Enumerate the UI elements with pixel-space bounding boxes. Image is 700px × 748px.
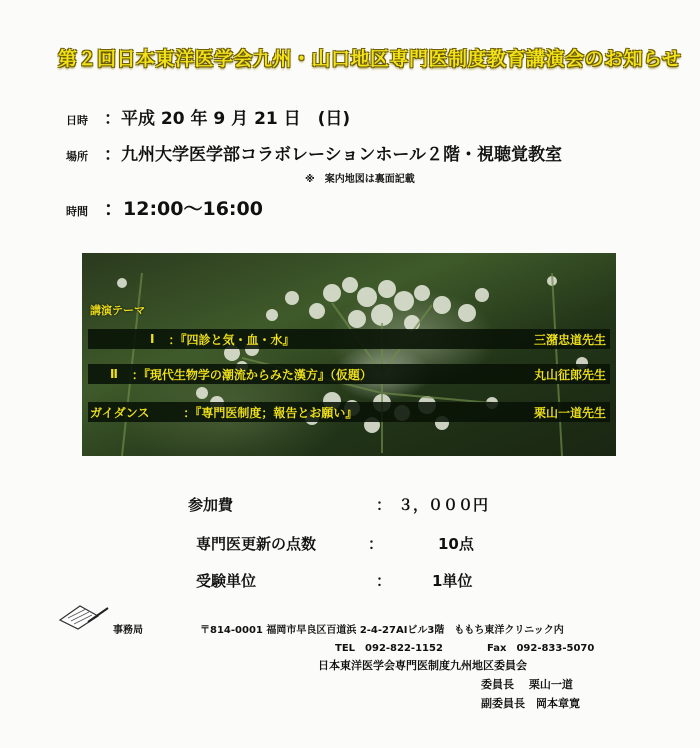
committee-vice-chair: 副委員長 岡本章寛 — [481, 697, 580, 710]
time-value: ：12:00〜16:00 — [104, 198, 263, 220]
lecture-title: ：『現代生物学の潮流からみた漢方』（仮題） — [131, 367, 372, 382]
page-title: 第２回日本東洋医学会九州・山口地区専門医制度教育講演会のお知らせ — [58, 48, 682, 70]
time-row — [66, 194, 263, 221]
fee-label: 専門医更新の点数 — [196, 535, 317, 553]
office-tel: TEL 092-822-1152 — [335, 643, 443, 654]
map-note: ※ 案内地図は裏面記載 — [305, 174, 415, 185]
fee-value: 10点 — [438, 535, 474, 553]
fee-separator: ： — [368, 535, 384, 553]
fee-label: 受験単位 — [196, 572, 257, 590]
lecture-speaker: 栗山一道先生 — [533, 406, 606, 420]
lecture-number: ガイダンス — [90, 405, 150, 420]
office-fax: Fax 092-833-5070 — [487, 643, 595, 654]
lecture-item — [88, 402, 610, 422]
venue-label: 場所 — [66, 150, 88, 163]
lecture-item — [88, 329, 610, 349]
date-label: 日時 — [66, 114, 88, 127]
committee-chair: 委員長 栗山一道 — [481, 678, 573, 691]
letter-pen-icon — [58, 600, 110, 630]
program-heading: 講演テーマ — [90, 304, 145, 317]
lecture-title: ：『専門医制度；報告とお願い』 — [183, 405, 358, 420]
venue-row — [66, 140, 562, 165]
fee-separator: ： — [376, 496, 392, 514]
date-value: ：平成 20 年 9 月 21 日 (日) — [104, 109, 351, 129]
lecture-number: Ⅱ — [110, 367, 118, 381]
lecture-title: ：『四診と気・血・水』 — [168, 332, 295, 347]
venue-value: ：九州大学医学部コラボレーションホール２階・視聴覚教室 — [104, 145, 562, 165]
date-row — [66, 104, 350, 129]
time-label: 時間 — [66, 205, 88, 218]
program-banner — [82, 253, 616, 456]
lecture-speaker: 三潴忠道先生 — [533, 333, 606, 347]
fee-separator: ： — [376, 572, 392, 590]
fee-value: ３，０００円 — [398, 496, 489, 514]
office-address: 〒814-0001 福岡市早良区百道浜 2-4-27AIビル3階 ももち東洋クリニック内 — [200, 625, 564, 636]
wildflower-image — [82, 253, 616, 456]
lecture-item — [88, 364, 610, 384]
lecture-speaker: 丸山征郎先生 — [533, 368, 606, 382]
lecture-number: Ⅰ — [150, 332, 155, 346]
committee-name: 日本東洋医学会専門医制度九州地区委員会 — [318, 659, 527, 672]
office-label: 事務局 — [113, 625, 143, 636]
fee-value: 1単位 — [432, 572, 473, 590]
fee-label: 参加費 — [188, 496, 234, 514]
